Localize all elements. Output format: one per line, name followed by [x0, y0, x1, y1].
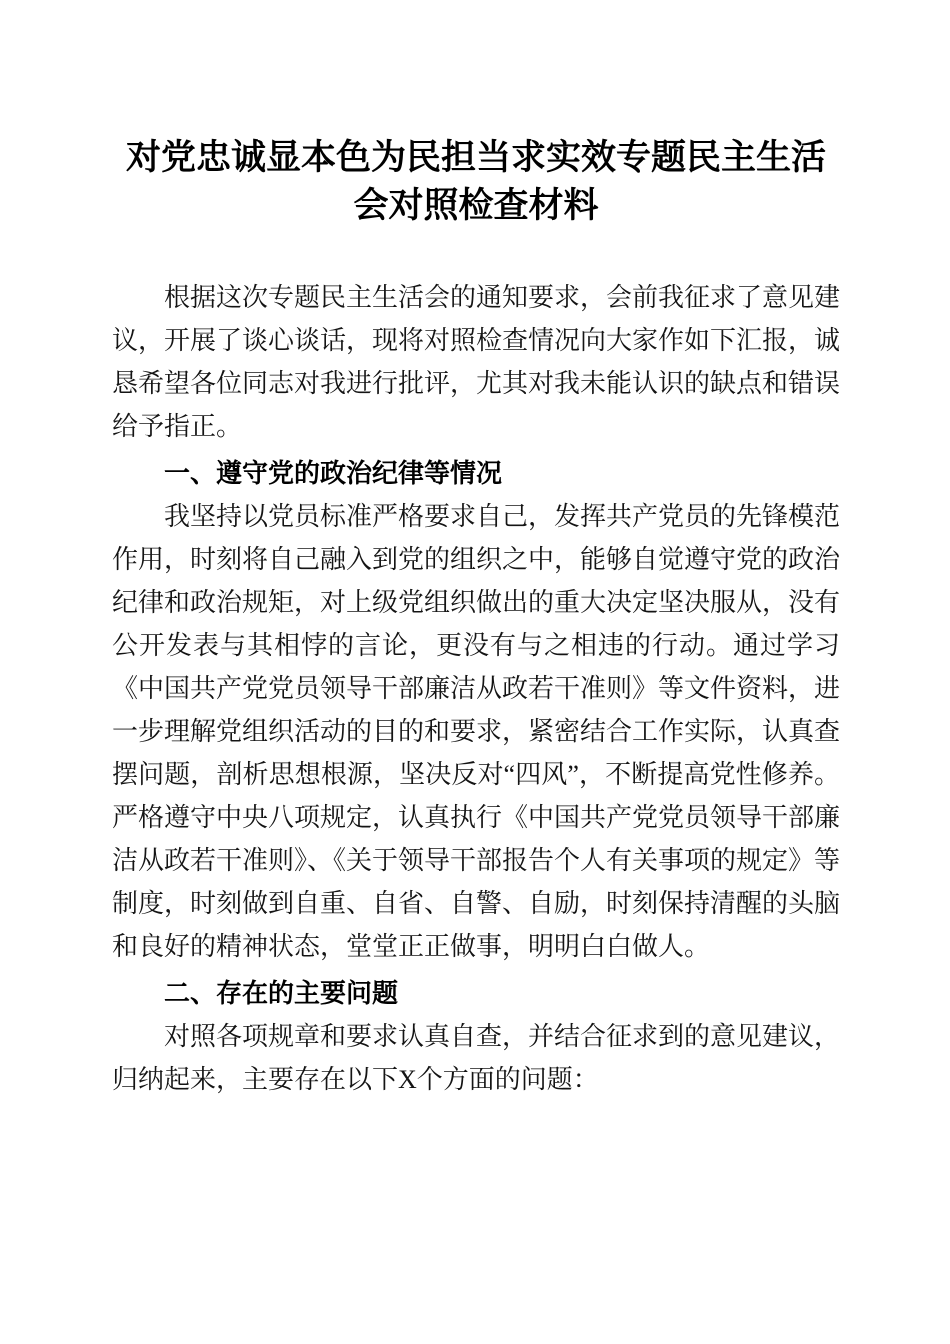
- document-title: 对党忠诚显本色为民担当求实效专题民主生活会对照检查材料: [125, 138, 826, 225]
- body-paragraph: 我坚持以党员标准严格要求自己，发挥共产党员的先锋模范作用，时刻将自己融入到党的组织之中，能够自觉遵守党的政治纪律和政治规矩，对上级党组织做出的重大决定坚决服从，没有公开发表与其相悖的言论，更没有与之相违的行动。通过学习《中国共产党党员领导干部廉洁从政若干准则》等文件资料，进一步理解党组织活动的目的和要求，紧密结合工作实际，认真查摆问题，剖析思想根源，坚决反对“四风”，不断提高党性修养。严格遵守中央八项规定，认真执行《中国共产党党员领导干部廉洁从政若干准则》、《关于领导干部报告个人有关事项的规定》等制度，时刻做到自重、自省、自警、自励，时刻保持清醒的头脑和良好的精神状态，堂堂正正做事，明明白白做人。: [112, 502, 841, 961]
- body-paragraph: 对照各项规章和要求认真自查，并结合征求到的意见建议，归纳起来，主要存在以下X个方面的问题：: [112, 1022, 841, 1094]
- body-paragraph: 根据这次专题民主生活会的通知要求，会前我征求了意见建议，开展了谈心谈话，现将对照检查情况向大家作如下汇报，诚恳希望各位同志对我进行批评，尤其对我未能认识的缺点和错误给予指正。: [112, 283, 841, 441]
- document-body: [112, 276, 840, 1101]
- section-heading: 二、存在的主要问题: [164, 978, 399, 1008]
- section-heading: 一、遵守党的政治纪律等情况: [164, 458, 503, 488]
